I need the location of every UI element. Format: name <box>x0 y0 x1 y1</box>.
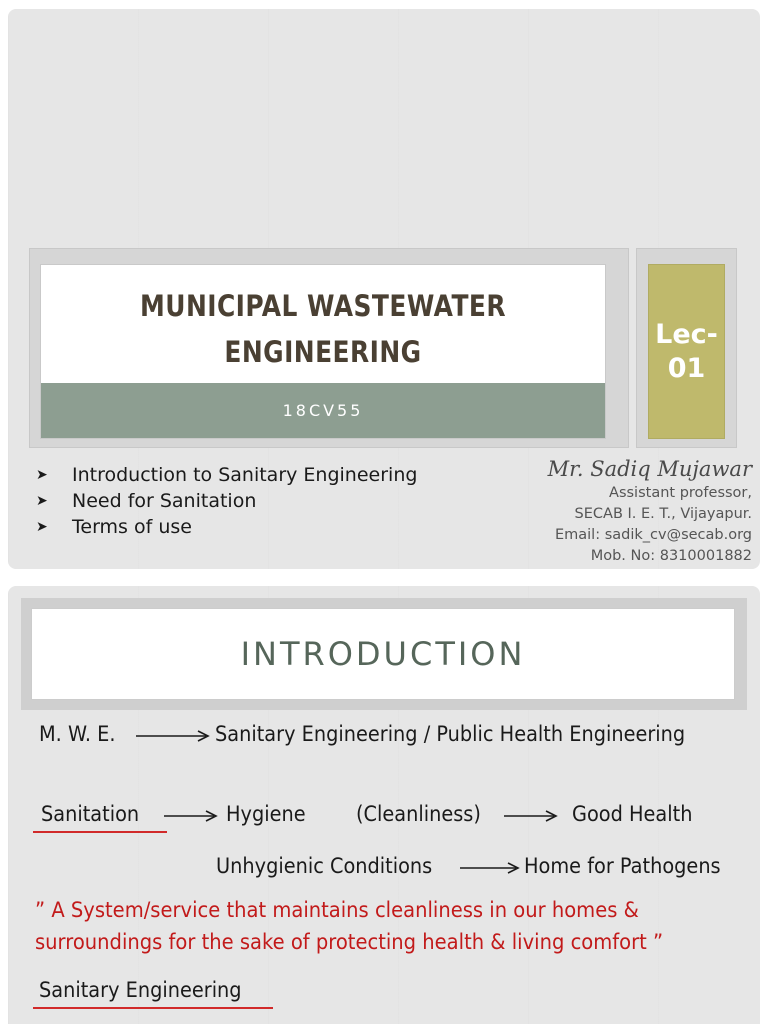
slide-title <box>80 283 565 375</box>
author-name: Mr. Sadiq Mujawar <box>547 457 752 481</box>
list-item: ➤ Need for Sanitation <box>36 490 257 512</box>
lecture-badge <box>648 264 725 439</box>
sanitation-underline <box>33 831 167 833</box>
title-line-1: MUNICIPAL WASTEWATER <box>140 289 506 323</box>
sanitation-label: Sanitation <box>41 802 140 826</box>
title-slide <box>8 9 760 569</box>
sanitary-engineering-label: Sanitary Engineering <box>39 978 242 1002</box>
unhygienic-label: Unhygienic Conditions <box>216 854 433 878</box>
author-designation: Assistant professor, <box>609 485 752 501</box>
quote-line-1: ” A System/service that maintains cleanliness in our homes & <box>35 898 639 922</box>
author-mobile: Mob. No: 8310001882 <box>590 548 752 564</box>
author-institute: SECAB I. E. T., Vijayapur. <box>574 506 752 522</box>
course-code: 18CV55 <box>282 401 364 420</box>
title-frame <box>29 248 629 448</box>
list-item: ➤ Introduction to Sanitary Engineering <box>36 464 418 486</box>
lecture-frame <box>636 248 737 448</box>
sanitary-engineering-underline <box>33 1007 273 1009</box>
sanitation-definition-quote <box>35 894 705 958</box>
arrowhead-bullet-icon: ➤ <box>36 493 48 509</box>
slide-heading: INTRODUCTION <box>31 608 735 700</box>
author-email: Email: sadik_cv@secab.org <box>554 527 752 543</box>
course-code-band <box>41 383 605 438</box>
right-arrow-icon <box>134 729 214 743</box>
title-box <box>40 264 606 439</box>
cleanliness-label: (Cleanliness) <box>356 802 481 826</box>
topic-list <box>36 462 417 540</box>
arrowhead-bullet-icon: ➤ <box>36 519 48 535</box>
heading-frame <box>21 598 747 710</box>
mwe-label: M. W. E. <box>39 722 116 746</box>
mwe-target-label: Sanitary Engineering / Public Health Engineering <box>215 722 686 746</box>
list-item: ➤ Terms of use <box>36 516 192 538</box>
pathogens-label: Home for Pathogens <box>524 854 721 878</box>
quote-line-2: surroundings for the sake of protecting health & living comfort ” <box>35 930 664 954</box>
arrowhead-bullet-icon: ➤ <box>36 467 48 483</box>
title-line-2: ENGINEERING <box>224 335 422 369</box>
lecture-number: 01 <box>667 352 706 384</box>
introduction-slide <box>8 586 760 1024</box>
right-arrow-icon <box>162 809 222 823</box>
author-block <box>548 457 752 567</box>
lecture-label: Lec- <box>655 318 718 350</box>
hygiene-label: Hygiene <box>226 802 306 826</box>
right-arrow-icon <box>458 861 524 875</box>
right-arrow-icon <box>502 809 562 823</box>
good-health-label: Good Health <box>572 802 693 826</box>
